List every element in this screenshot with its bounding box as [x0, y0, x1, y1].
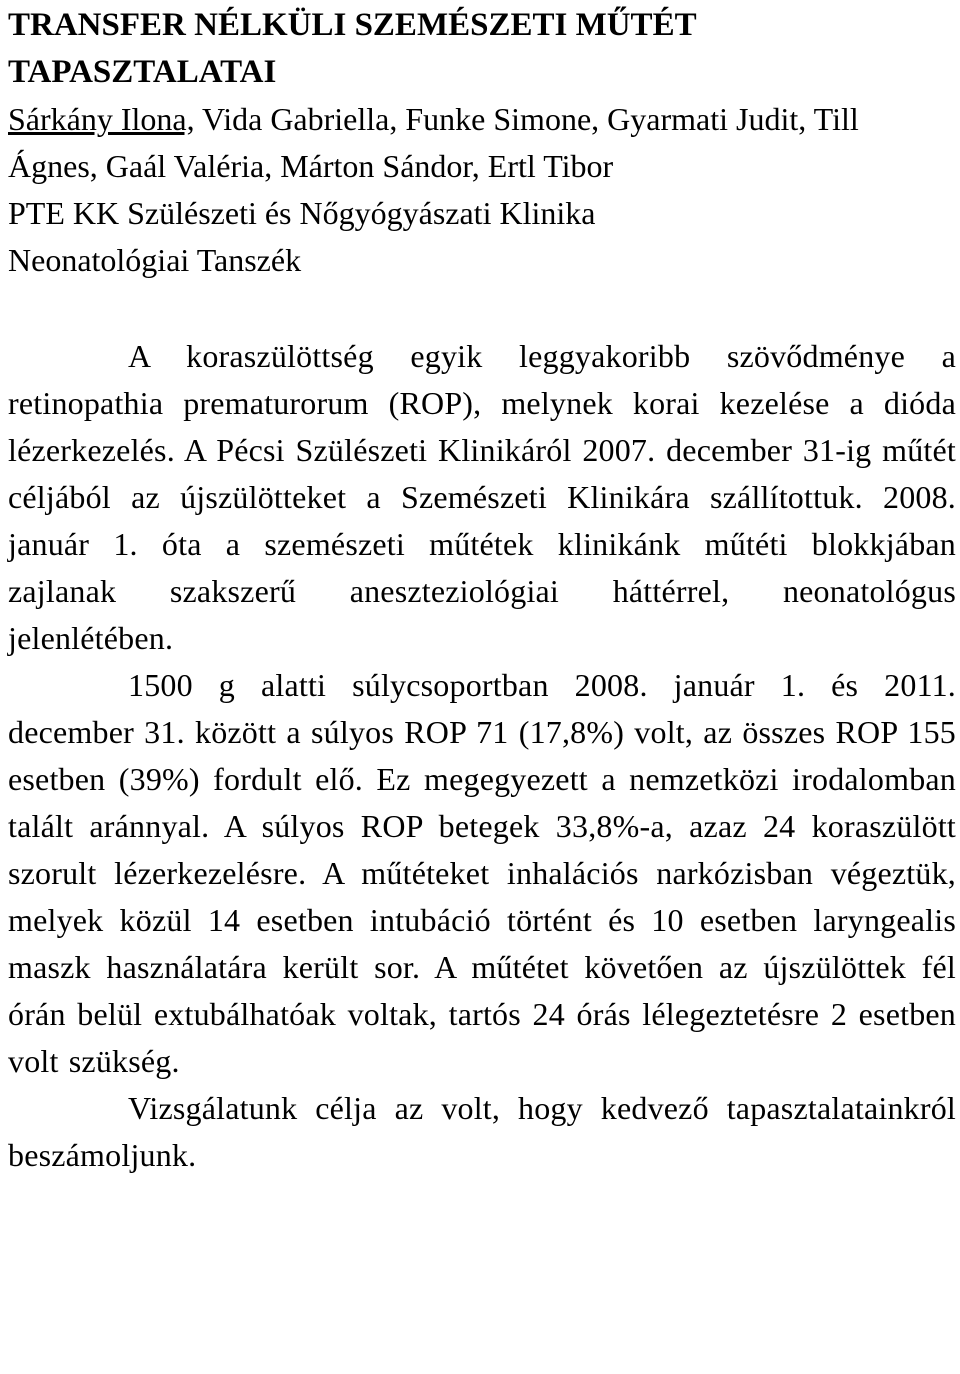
- body-paragraph-3: Vizsgálatunk célja az volt, hogy kedvező tapasztalatainkról beszámoljunk.: [8, 1090, 956, 1173]
- abstract-title: [8, 0, 956, 96]
- title-line-1: TRANSFER NÉLKÜLI SZEMÉSZETI MŰTÉT: [8, 7, 697, 43]
- body-paragraph-2: 1500 g alatti súlycsoportban 2008. január 1. és 2011. december 31. között a súlyos ROP 71 (17,8%) volt, az összes ROP 155 esetben (39%) fordult elő. Ez megegyezett a nemzetközi irodalomban talált aránnyal. A súlyos ROP betegek 33,8%-a, azaz 24 koraszülött szorult lézerkezelésre. A műtéteket inhalációs narkózisban végeztük, melyek közül 14 esetben intubáció történt és 10 esetben laryngealis maszk használatára került sor. A műtétet követően az újszülöttek fél órán belül extubálhatóak voltak, tartós 24 órás lélegeztetésre 2 esetben volt szükség.: [8, 667, 956, 1079]
- affiliation-line-1: PTE KK Szülészeti és Nőgyógyászati Klinika: [8, 195, 596, 231]
- abstract-document: [8, 0, 956, 1179]
- body-paragraph-1: A koraszülöttség egyik leggyakoribb szövődménye a retinopathia prematurorum (ROP), melynek korai kezelése a dióda lézerkezelés. A Pécsi Szülészeti Klinikáról 2007. december 31-ig műtét céljából az újszülötteket a Szemészeti Klinikára szállítottuk. 2008. január 1. óta a szemészeti műtétek klinikánk műtéti blokkjában zajlanak szakszerű aneszteziológiai háttérrel, neonatológus jelenlétében.: [8, 338, 956, 656]
- affiliation: [8, 190, 956, 284]
- co-authors: Vida Gabriella, Funke Simone, Gyarmati Judit, Till Ágnes, Gaál Valéria, Márton Sándor, Ertl Tibor: [8, 101, 859, 184]
- title-line-2: TAPASZTALATAI: [8, 54, 277, 90]
- presenting-author: Sárkány Ilona,: [8, 101, 195, 137]
- section-spacer: [8, 284, 956, 333]
- author-list: [8, 96, 956, 190]
- affiliation-line-2: Neonatológiai Tanszék: [8, 242, 302, 278]
